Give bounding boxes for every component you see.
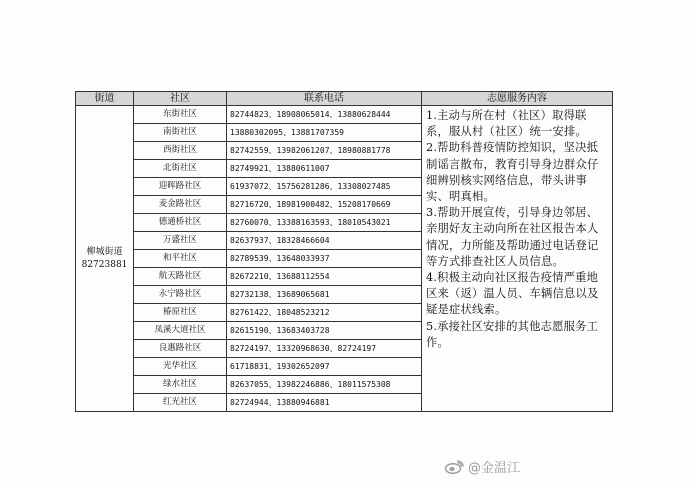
phone-cell: 82760070、13388163593、18010543021	[227, 214, 422, 232]
watermark-text: @金温江	[468, 461, 521, 476]
phone-cell: 82637937、18328466604	[227, 232, 422, 250]
phone-cell: 82615190、13683403728	[227, 322, 422, 340]
community-cell: 万盛社区	[134, 232, 227, 250]
community-cell: 椿原社区	[134, 304, 227, 322]
phone-cell: 82742559、13982061207、18980881778	[227, 142, 422, 160]
phone-cell: 82749921、13880611007	[227, 160, 422, 178]
service-item: 5.承接社区安排的其他志愿服务工作。	[426, 319, 599, 349]
service-item: 4.积极主动向社区报告疫情严重地区来（返）温人员、车辆信息以及疑是症状线索。	[426, 271, 599, 317]
community-cell: 迎晖路社区	[134, 178, 227, 196]
table-header-row	[76, 92, 613, 106]
community-cell: 南街社区	[134, 124, 227, 142]
community-cell: 光华社区	[134, 358, 227, 376]
phone-cell: 82761422、18048523212	[227, 304, 422, 322]
phone-cell: 13880302095、13881707359	[227, 124, 422, 142]
weibo-icon	[444, 460, 464, 474]
weibo-watermark	[444, 457, 520, 476]
phone-cell: 82672210、13688112554	[227, 268, 422, 286]
header-phone: 联系电话	[227, 92, 422, 106]
community-cell: 西街社区	[134, 142, 227, 160]
service-item: 1.主动与所在村（社区）取得联系，服从村（社区）统一安排。	[426, 109, 587, 139]
community-cell: 永宁路社区	[134, 286, 227, 304]
community-cell: 良惠路社区	[134, 340, 227, 358]
community-cell: 和平社区	[134, 250, 227, 268]
service-item: 3.帮助开展宣传，引导身边邻居、亲朋好友主动向所在社区报告本人情况，力所能及帮助通过电话登记等方式排查社区人员信息。	[426, 206, 599, 268]
header-street: 街道	[76, 92, 134, 106]
community-cell: 红光社区	[134, 394, 227, 412]
phone-cell: 82789539、13648033937	[227, 250, 422, 268]
phone-cell: 82716720、18981900482、15208170669	[227, 196, 422, 214]
service-cell	[422, 106, 613, 412]
street-phone: 82723881	[81, 259, 128, 270]
community-cell: 东街社区	[134, 106, 227, 124]
table-row	[76, 106, 613, 124]
community-cell: 凤溪大道社区	[134, 322, 227, 340]
phone-cell: 61718831、19302652097	[227, 358, 422, 376]
table-body	[76, 106, 613, 412]
header-service: 志愿服务内容	[422, 92, 613, 106]
community-cell: 北街社区	[134, 160, 227, 178]
community-cell: 德通桥社区	[134, 214, 227, 232]
community-cell: 航天路社区	[134, 268, 227, 286]
phone-cell: 82724197、13320968630、82724197	[227, 340, 422, 358]
community-cell: 绿水社区	[134, 376, 227, 394]
community-cell: 麦金路社区	[134, 196, 227, 214]
street-cell	[76, 106, 134, 412]
street-name: 柳城街道	[86, 246, 123, 257]
phone-cell: 82732138、13689065681	[227, 286, 422, 304]
phone-cell: 82637055、13982246886、18011575308	[227, 376, 422, 394]
header-community: 社区	[134, 92, 227, 106]
phone-cell: 61937072、15756281286、13308027485	[227, 178, 422, 196]
volunteer-table	[75, 91, 613, 412]
phone-cell: 82724944、13880946881	[227, 394, 422, 412]
service-item: 2.帮助科普疫情防控知识，坚决抵制谣言散布，教育引导身边群众仔细辨别核实网络信息，带头讲事实、明真相。	[426, 141, 599, 204]
phone-cell: 82744823、18908065014、13880628444	[227, 106, 422, 124]
